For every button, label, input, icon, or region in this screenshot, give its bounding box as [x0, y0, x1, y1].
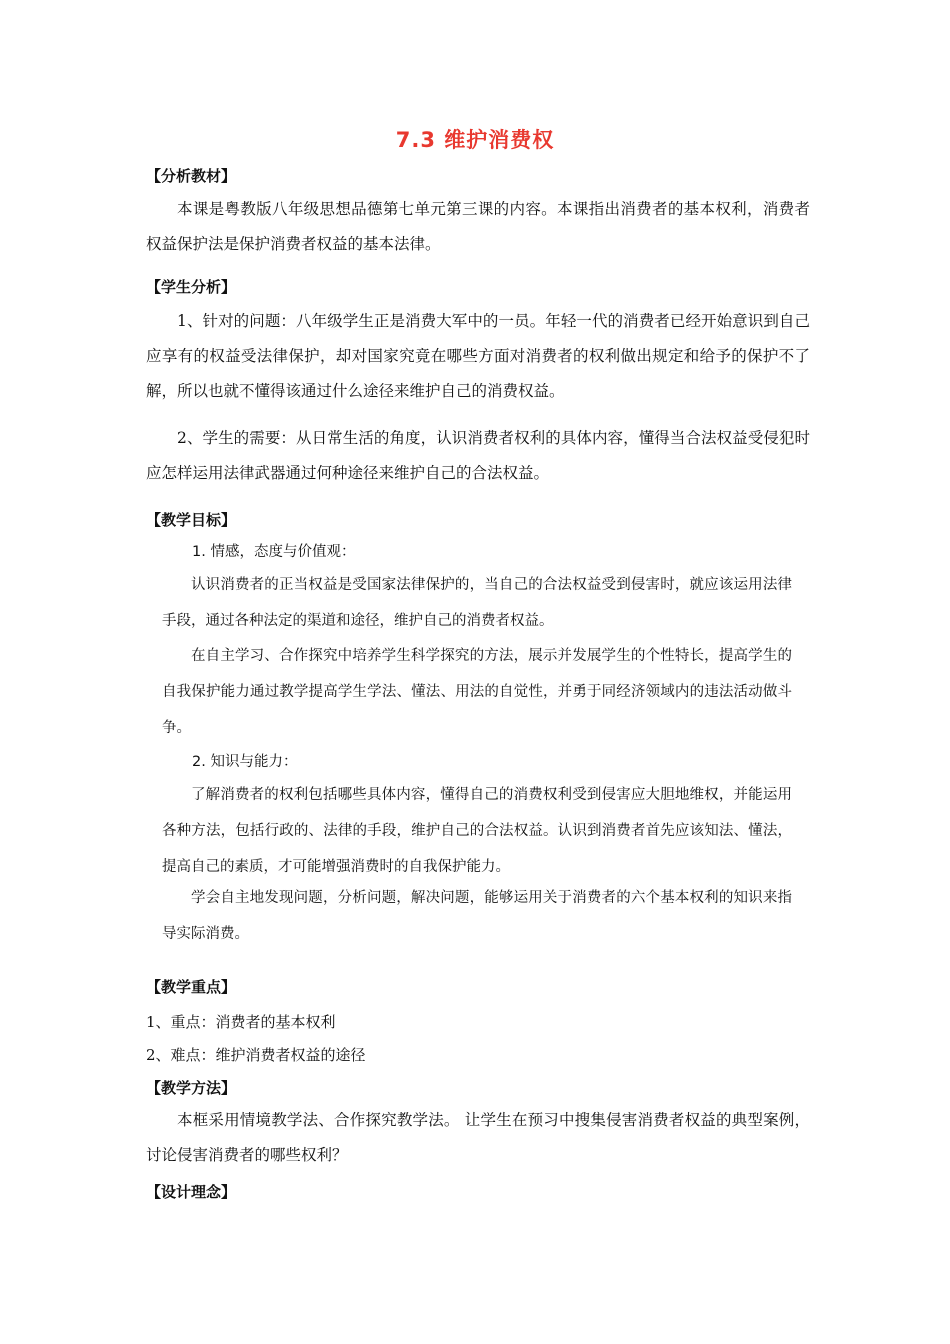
teaching-goals-p2: 在自主学习、合作探究中培养学生科学探究的方法，展示并发展学生的个性特长，提高学生的自我保护能力通过教学提高学生学法、懂法、用法的自觉性，并勇于同经济领域内的违法活动做斗争。 — [162, 648, 792, 736]
student-analysis-p2: 2、学生的需要：从日常生活的角度，认识消费者权利的具体内容，懂得当合法权益受侵犯时应怎样运用法律武器通过何种途径来维护自己的合法权益。 — [146, 429, 810, 482]
analysis-material-text: 本课是粤教版八年级思想品德第七单元第三课的内容。本课指出消费者的基本权利，消费者权益保护法是保护消费者权益的基本法律。 — [146, 200, 810, 253]
teaching-goals-p4: 学会自主地发现问题，分析问题，解决问题，能够运用关于消费者的六个基本权利的知识来指导实际消费。 — [162, 890, 792, 942]
section-heading-key-points: 【教学重点】 — [146, 978, 237, 996]
page-title: 7.3 维护消费权 — [395, 128, 555, 152]
section-heading-student-analysis: 【学生分析】 — [146, 278, 237, 296]
methods-text: 本框采用情境教学法、合作探究教学法。 让学生在预习中搜集侵害消费者权益的典型案例，讨论侵害消费者的哪些权利？ — [146, 1111, 810, 1164]
teaching-goals-p1: 认识消费者的正当权益是受国家法律保护的，当自己的合法权益受到侵害时，就应该运用法律手段，通过各种法定的渠道和途径，维护自己的消费者权益。 — [162, 577, 792, 629]
key-point-2: 2、难点：维护消费者权益的途径 — [146, 1046, 366, 1064]
section-heading-analysis-material: 【分析教材】 — [146, 167, 237, 185]
section-heading-methods: 【教学方法】 — [146, 1079, 237, 1097]
student-analysis-p1: 1、针对的问题：八年级学生正是消费大军中的一员。年轻一代的消费者已经开始意识到自己应享有的权益受法律保护，却对国家究竟在哪些方面对消费者的权利做出规定和给予的保护不了解，所以也就不懂得该通过什么途径来维护自己的消费权益。 — [146, 312, 810, 400]
key-point-1: 1、重点：消费者的基本权利 — [146, 1013, 336, 1031]
section-heading-teaching-goals: 【教学目标】 — [146, 511, 237, 529]
teaching-goals-sub2: 2. 知识与能力： — [192, 754, 298, 770]
section-heading-design: 【设计理念】 — [146, 1183, 237, 1201]
teaching-goals-sub1: 1. 情感，态度与价值观： — [192, 544, 356, 560]
teaching-goals-p3: 了解消费者的权利包括哪些具体内容，懂得自己的消费权利受到侵害应大胆地维权，并能运用各种方法，包括行政的、法律的手段，维护自己的合法权益。认识到消费者首先应该知法、懂法，提高自己的素质，才可能增强消费时的自我保护能力。 — [162, 787, 792, 875]
